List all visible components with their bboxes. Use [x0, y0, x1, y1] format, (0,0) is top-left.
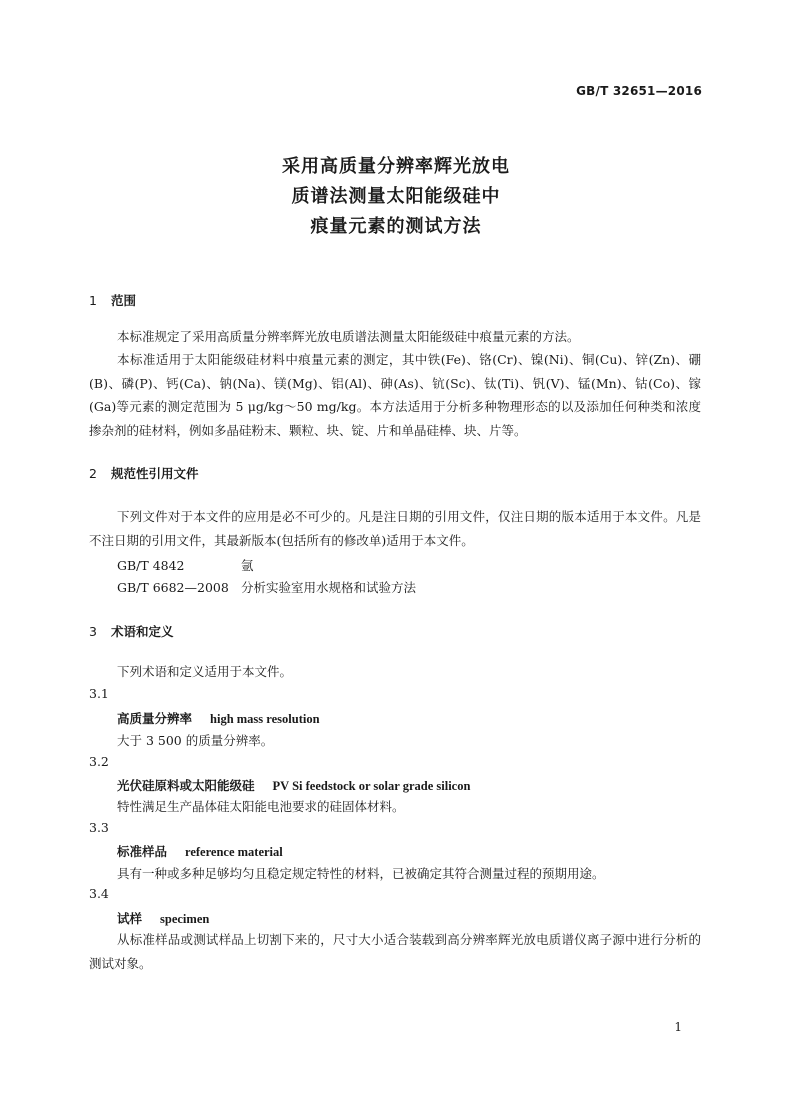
clause-number: 3.2	[89, 754, 109, 769]
paragraph: 本标准适用于太阳能级硅材料中痕量元素的测定，其中铁(Fe)、铬(Cr)、镍(Ni)、铜(Cu)、锌(Zn)、硼(B)、磷(P)、钙(Ca)、钠(Na)、镁(Mg)、铝(Al)、砷(As)、钪(Sc)、钛(Ti)、钒(V)、锰(Mn)、钴(Co)、镓(Ga)等元素的测定范围为 5 μg/kg～50 mg/kg。本方法适用于分析多种物理形态的以及添加任何种类和浓度掺杂剂的硅材料，例如多晶硅粉末、颗粒、块、锭、片和单晶硅棒、块、片等。	[89, 352, 701, 438]
term-en: high mass resolution	[210, 712, 320, 726]
reference-item	[117, 556, 254, 574]
reference-title: 氩	[241, 558, 254, 573]
term-definition: 大于 3 500 的质量分辨率。	[117, 733, 274, 748]
section-title: 范围	[111, 293, 137, 308]
paragraph: 本标准规定了采用高质量分辨率辉光放电质谱法测量太阳能级硅中痕量元素的方法。	[117, 329, 580, 344]
term-zh: 标准样品	[117, 844, 168, 859]
page-number: 1	[674, 1020, 682, 1034]
standard-code: GB/T 32651—2016	[576, 84, 702, 98]
section-heading-terms	[89, 622, 174, 640]
section-number: 3	[89, 624, 97, 639]
term-entry	[117, 842, 283, 860]
section-number: 2	[89, 466, 97, 481]
reference-item	[117, 578, 416, 596]
term-zh: 试样	[117, 911, 143, 926]
section-heading-normative-references	[89, 464, 199, 482]
reference-title: 分析实验室用水规格和试验方法	[241, 580, 417, 595]
paragraph: 下列术语和定义适用于本文件。	[117, 664, 293, 679]
section-heading-scope	[89, 291, 136, 309]
term-definition: 特性满足生产晶体硅太阳能电池要求的硅固体材料。	[117, 799, 405, 814]
title-line: 采用高质量分辨率辉光放电	[282, 156, 510, 177]
paragraph: 下列文件对于本文件的应用是必不可少的。凡是注日期的引用文件，仅注日期的版本适用于本文件。凡是不注日期的引用文件，其最新版本(包括所有的修改单)适用于本文件。	[89, 509, 701, 548]
term-en: reference material	[185, 845, 283, 859]
term-zh: 高质量分辨率	[117, 711, 193, 726]
title-line: 痕量元素的测试方法	[310, 216, 482, 237]
term-entry	[117, 909, 209, 927]
term-entry	[117, 776, 470, 794]
term-definition: 从标准样品或测试样品上切割下来的，尺寸大小适合装载到高分辨率辉光放电质谱仪离子源中进行分析的测试对象。	[89, 932, 701, 971]
title-line: 质谱法测量太阳能级硅中	[291, 186, 501, 207]
document-title	[0, 152, 792, 242]
clause-number: 3.4	[89, 886, 109, 901]
section-title: 术语和定义	[111, 624, 174, 639]
term-entry	[117, 709, 320, 727]
section-number: 1	[89, 293, 97, 308]
clause-number: 3.1	[89, 686, 109, 701]
term-en: specimen	[160, 912, 210, 926]
term-definition: 具有一种或多种足够均匀且稳定规定特性的材料，已被确定其符合测量过程的预期用途。	[117, 866, 605, 881]
clause-number: 3.3	[89, 820, 109, 835]
reference-code: GB/T 4842	[117, 558, 185, 573]
term-zh: 光伏硅原料或太阳能级硅	[117, 778, 255, 793]
term-en: PV Si feedstock or solar grade silicon	[272, 779, 471, 793]
section-title: 规范性引用文件	[111, 466, 199, 481]
reference-code: GB/T 6682—2008	[117, 580, 229, 595]
